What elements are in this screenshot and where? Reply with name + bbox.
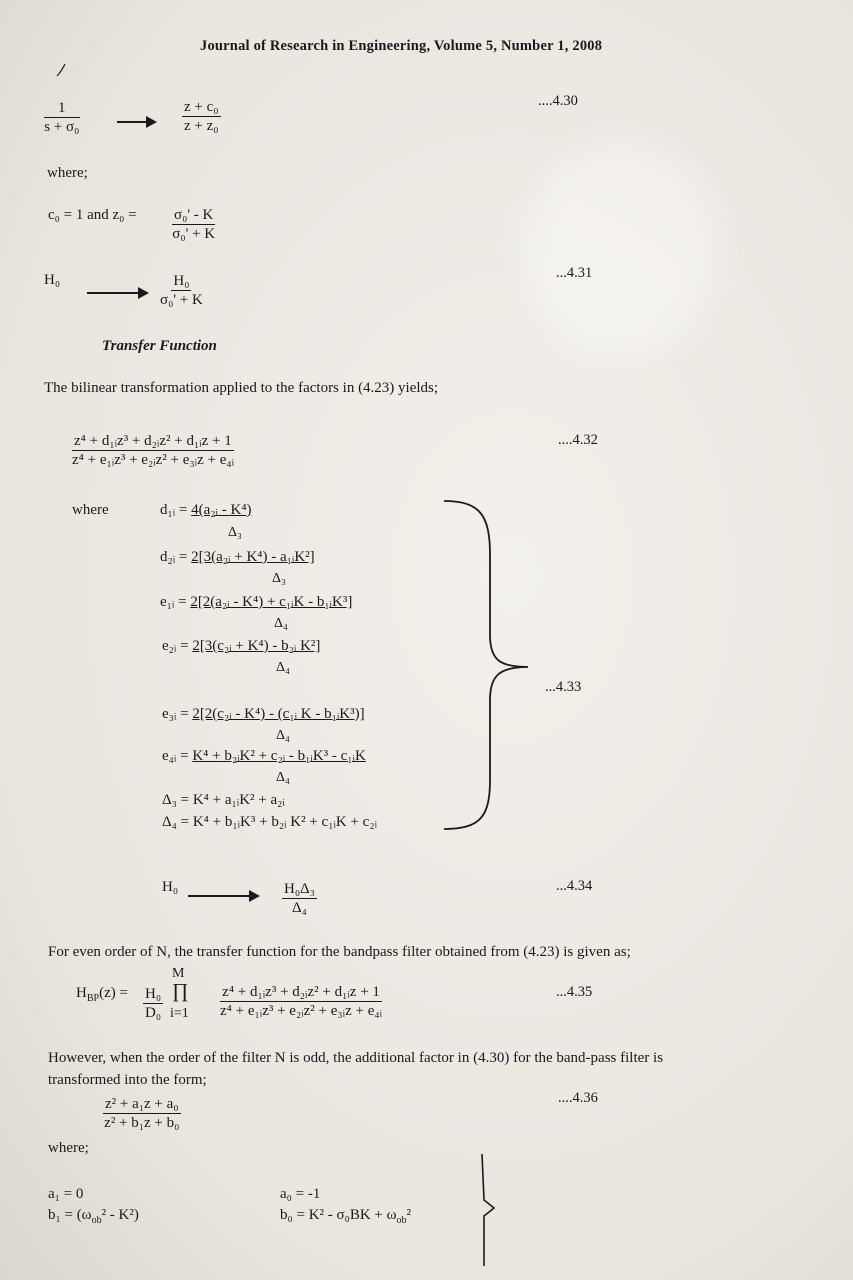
where-label-1: where; [47,165,88,181]
pen-mark-icon [54,62,68,78]
eq430-lhs-den: s + σ₀ [44,119,80,135]
b0-definition [280,1207,411,1226]
b0-rest: ² [406,1207,411,1223]
def-e3i-num: 2[2(c₂ᵢ - K⁴) - (c₁ᵢ K - b₁ᵢK³)] [192,706,365,722]
eq431-rhs-fraction [160,272,203,309]
eq435-number: ...4.35 [556,984,593,1000]
eq430-rhs-den: z + z₀ [184,118,219,134]
scan-smudge [520,140,720,360]
eq436-number: ....4.36 [558,1090,598,1106]
a1-definition: a₁ = 0 [48,1186,84,1202]
b1-sub: ob [91,1215,102,1226]
eq434-lhs: H₀ [162,879,179,895]
eq434-rhs-num: H₀Δ₃ [284,881,315,897]
eq434-arrow-icon [188,895,258,897]
eq435-h-num: H₀ [145,986,162,1002]
journal-header: Journal of Research in Engineering, Volume 5, Number 1, 2008 [200,38,603,54]
eq432-number: ....4.32 [558,432,598,448]
b0-lhs: b₀ = K² - σ₀BK + ω [280,1207,397,1223]
eq431-lhs: H₀ [44,272,61,288]
eq435-product-icon: ∏ [172,980,189,1002]
c0-definition: c₀ = 1 and z₀ = [48,207,137,223]
def-e1i [160,594,352,611]
eq434-rhs-fraction [282,880,317,917]
eq431-arrow-icon [87,292,147,294]
eq434-rhs-den: Δ₄ [292,900,307,916]
eq436-den: z² + b₁z + b₀ [104,1115,180,1131]
eq436-num: z² + a₁z + a₀ [105,1096,179,1112]
eq430-number: ....4.30 [538,93,578,109]
def-e3i-lhs: e₃ᵢ = [162,706,189,722]
a0-definition: a₀ = -1 [280,1186,321,1202]
eq430-rhs-num: z + c₀ [184,99,219,115]
eq435-h: H [76,985,87,1001]
even-order-paragraph: For even order of N, the transfer function for the bandpass filter obtained from (4.23) is given as; [48,944,631,960]
z0-num: σ₀' - K [174,207,214,223]
def-e3i [162,706,365,723]
eq432-fraction [72,432,234,469]
eq430-arrow-icon [117,121,155,123]
section-title: Transfer Function [102,338,217,354]
def-d1i-num: 4(a₂ᵢ - K⁴) [191,502,252,518]
def-e1i-lhs: e₁ᵢ = [160,594,187,610]
def-d1i [160,502,252,519]
eq430-rhs-fraction [182,98,221,135]
z0-fraction [172,206,215,243]
def-e4i-den: Δ₄ [276,770,290,785]
def-e4i-lhs: e₄ᵢ = [162,748,189,764]
eq435-h-sub: BP [86,993,100,1004]
def-e1i-den: Δ₄ [274,616,288,631]
delta3-definition: Δ₃ = K⁴ + a₁ᵢK² + a₂ᵢ [162,792,285,808]
def-e2i-num: 2[3(c₂ᵢ + K⁴) - b₂ᵢ K²] [192,638,321,654]
eq432-num: z⁴ + d₁ᵢz³ + d₂ᵢz² + d₁ᵢz + 1 [74,433,232,449]
eq435-h-den: D₀ [145,1005,162,1021]
eq436-fraction [103,1095,181,1132]
eq430-lhs-num: 1 [44,99,80,118]
odd-order-paragraph-line2: transformed into the form; [48,1072,207,1088]
eq435-num: z⁴ + d₁ᵢz³ + d₂ᵢz² + d₁ᵢz + 1 [222,984,380,1000]
eq435-lhs-rest: (z) = [99,985,128,1001]
right-brace-icon [440,495,535,835]
eq435-prod-top: M [172,966,185,981]
eq433-number: ...4.33 [545,679,582,695]
intro-paragraph: The bilinear transformation applied to the factors in (4.23) yields; [44,380,439,396]
z0-den: σ₀' + K [172,226,216,242]
def-e2i-den: Δ₄ [276,660,290,675]
def-d2i-den: Δ₃ [272,571,286,586]
eq435-fraction [220,983,382,1020]
def-d2i-lhs: d₂ᵢ = [160,549,188,565]
eq431-number: ...4.31 [556,265,593,281]
def-d1i-lhs: d₁ᵢ = [160,502,188,518]
eq431-rhs-den: σ₀' + K [160,292,203,308]
def-e2i-lhs: e₂ᵢ = [162,638,189,654]
def-d2i-num: 2[3(a₂ᵢ + K⁴) - a₁ᵢK²] [191,549,315,565]
eq435-lhs [76,985,128,1004]
eq435-den: z⁴ + e₁ᵢz³ + e₂ᵢz² + e₃ᵢz + e₄ᵢ [220,1003,383,1019]
b1-lhs: b₁ = (ω [48,1207,92,1223]
where-label-3: where; [48,1140,89,1156]
b0-sub: ob [396,1215,407,1226]
where-label-2: where [72,502,109,518]
b1-definition [48,1207,139,1226]
def-d1i-den: Δ₃ [228,525,242,540]
eq435-prod-bottom: i=1 [170,1006,189,1021]
def-e4i [162,748,366,765]
def-e1i-num: 2[2(a₂ᵢ - K⁴) + c₁ᵢK - b₁ᵢK³] [190,594,353,610]
def-e2i [162,638,320,655]
eq432-den: z⁴ + e₁ᵢz³ + e₂ᵢz² + e₃ᵢz + e₄ᵢ [72,452,235,468]
def-d2i [160,549,315,566]
def-e4i-num: K⁴ + b₂ᵢK² + c₂ᵢ - b₁ᵢK³ - c₁ᵢK [192,748,366,764]
eq435-h-fraction [143,985,163,1022]
eq430-lhs-fraction [44,99,80,136]
delta4-definition: Δ₄ = K⁴ + b₁ᵢK³ + b₂ᵢ K² + c₁ᵢK + c₂ᵢ [162,814,378,830]
def-e3i-den: Δ₄ [276,728,290,743]
odd-order-paragraph-line1: However, when the order of the filter N is odd, the additional factor in (4.30) for the band-pass filter is [48,1050,664,1066]
bottom-brace-icon [476,1150,506,1270]
b1-rest: ² - K²) [101,1207,139,1223]
eq434-number: ...4.34 [556,878,593,894]
eq431-rhs-num: H₀ [173,273,190,289]
